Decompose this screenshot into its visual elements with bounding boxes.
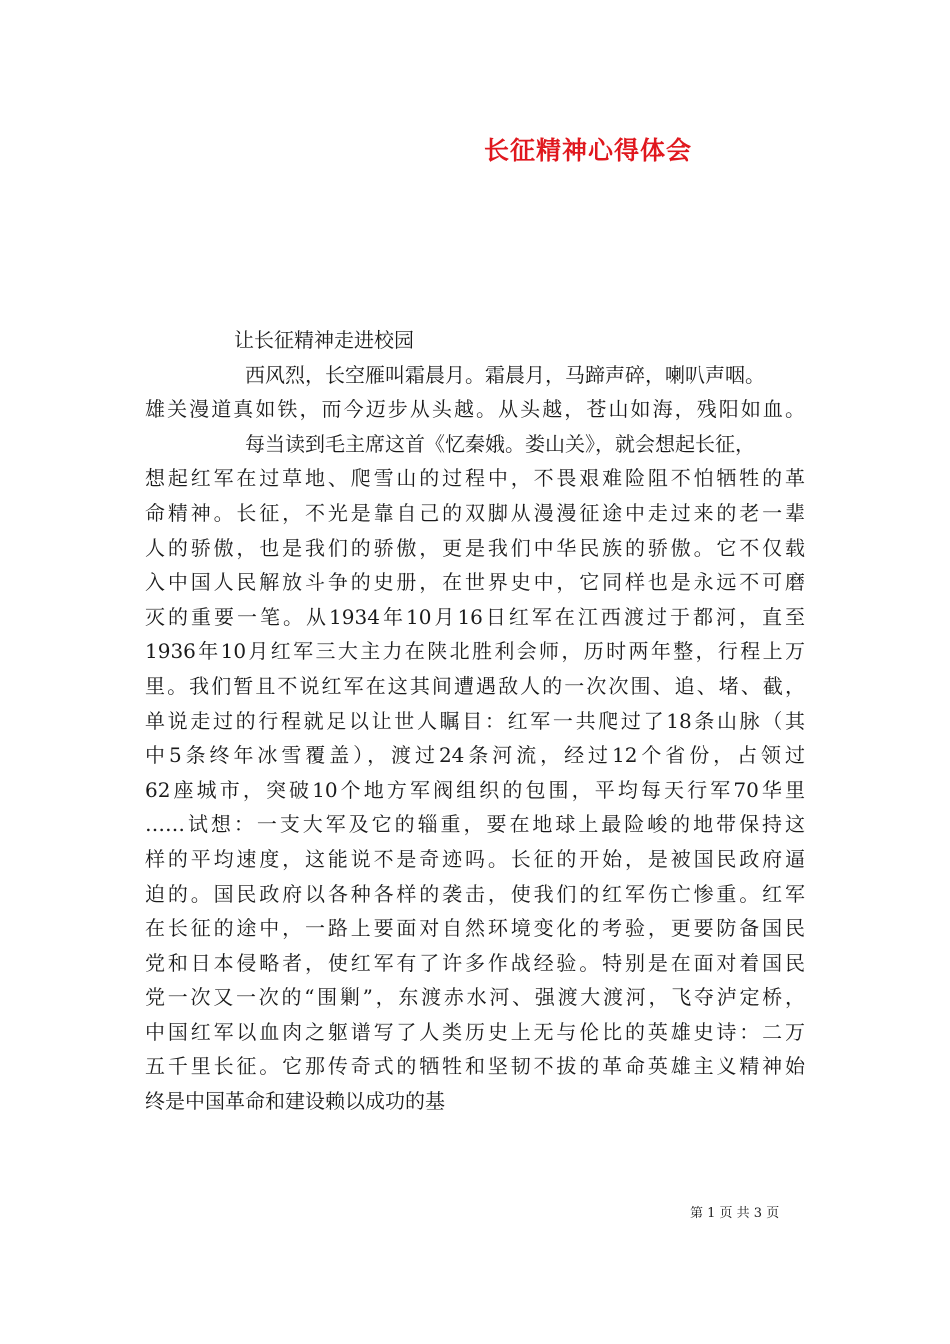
document-body (145, 323, 805, 1119)
text-line: 五千里长征。它那传奇式的牺牲和坚韧不拔的革命英雄主义精神始 (145, 1054, 805, 1079)
text-line: 1936年10月红军三大主力在陕北胜利会师，历时两年整，行程上万 (145, 639, 805, 664)
text-line: 党一次又一次的“围剿”，东渡赤水河、强渡大渡河，飞夺泸定桥， (145, 985, 805, 1010)
text-line: 中国红军以血肉之躯谱写了人类历史上无与伦比的英雄史诗：二万 (145, 1019, 805, 1044)
text-line: 在长征的途中，一路上要面对自然环境变化的考验，更要防备国民 (145, 916, 805, 941)
text-line: 中5条终年冰雪覆盖），渡过24条河流，经过12个省份，占领过 (145, 743, 805, 768)
text-line: 终是中国革命和建设赖以成功的基 (145, 1089, 445, 1114)
text-line: 样的平均速度，这能说不是奇迹吗。长征的开始，是被国民政府逼 (145, 846, 805, 871)
text-line: 里。我们暂且不说红军在这其间遭遇敌人的一次次围、追、堵、截， (145, 673, 805, 698)
text-line: ……试想：一支大军及它的辎重，要在地球上最险峻的地带保持这 (145, 812, 805, 837)
page-title: 长征精神心得体会 (483, 136, 692, 165)
text-line: 62座城市，突破10个地方军阀组织的包围，平均每天行军70华里 (145, 777, 805, 802)
text-line: 党和日本侵略者，使红军有了许多作战经验。特别是在面对着国民 (145, 950, 805, 975)
text-line: 单说走过的行程就足以让世人瞩目：红军一共爬过了18条山脉（其 (145, 708, 805, 733)
text-line: 人的骄傲，也是我们的骄傲，更是我们中华民族的骄傲。它不仅载 (145, 535, 805, 560)
section-heading: 让长征精神走进校园 (234, 328, 414, 352)
page-number: 第 1 页 共 3 页 (690, 1206, 780, 1221)
text-line: 迫的。国民政府以各种各样的袭击，使我们的红军伤亡惨重。红军 (145, 881, 805, 906)
text-line: 雄关漫道真如铁，而今迈步从头越。从头越，苍山如海，残阳如血。 (145, 397, 805, 422)
text-line: 西风烈，长空雁叫霜晨月。霜晨月，马蹄声碎，喇叭声咽。 (245, 362, 765, 387)
text-line: 命精神。长征，不光是靠自己的双脚从漫漫征途中走过来的老一辈 (145, 500, 805, 525)
text-line: 每当读到毛主席这首《忆秦娥。娄山关》，就会想起长征， (245, 431, 755, 456)
text-line: 想起红军在过草地、爬雪山的过程中，不畏艰难险阻不怕牺牲的革 (145, 466, 805, 491)
text-line: 灭的重要一笔。从1934年10月16日红军在江西渡过于都河，直至 (145, 604, 805, 629)
text-line: 入中国人民解放斗争的史册，在世界史中，它同样也是永远不可磨 (145, 570, 805, 595)
